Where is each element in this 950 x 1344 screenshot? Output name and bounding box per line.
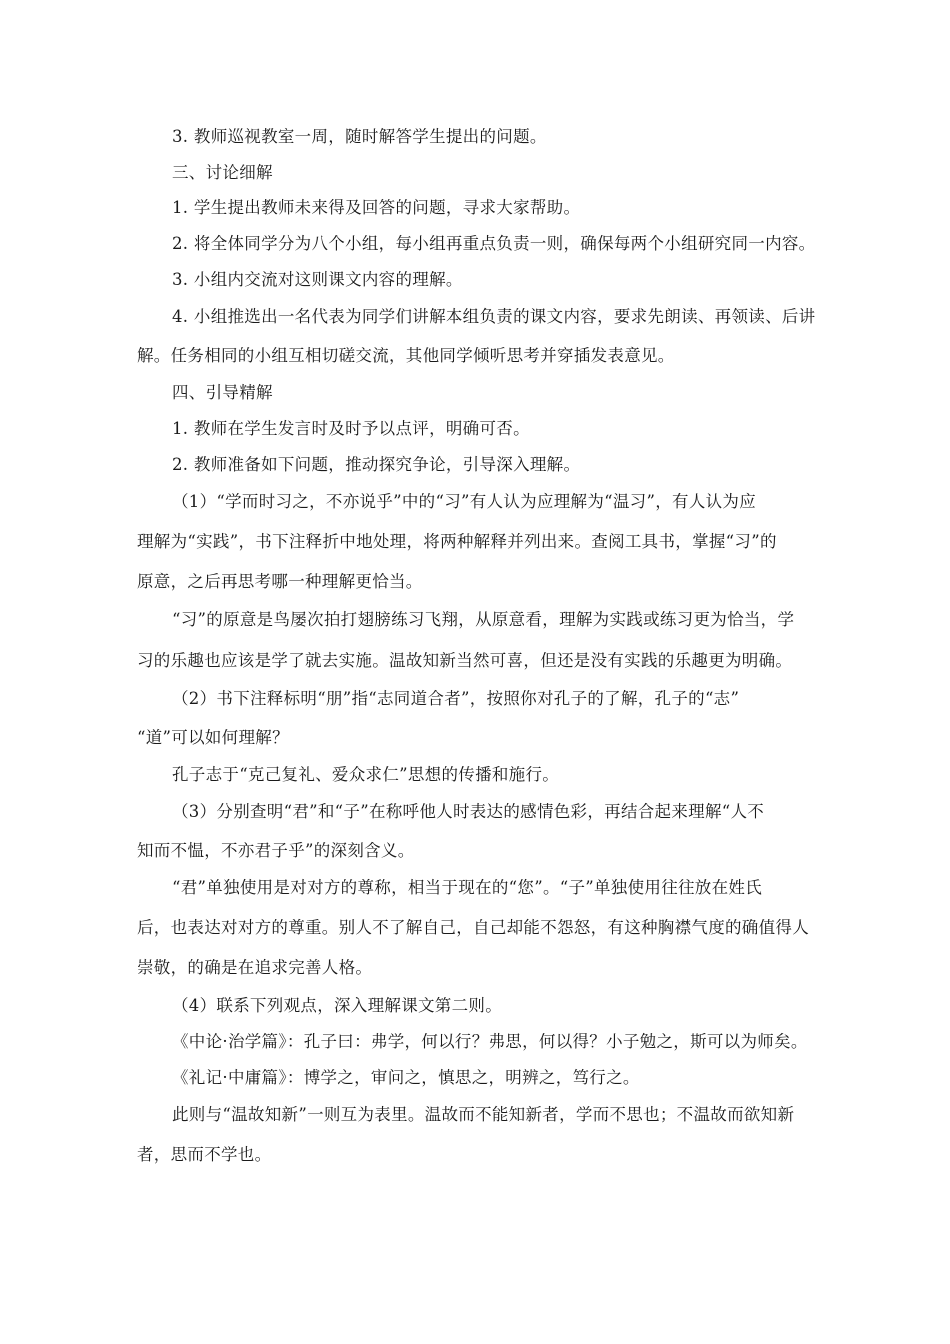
text-line-18: 孔子志于“克己复礼、爱众求仁”思想的传播和施行。 <box>172 765 560 784</box>
section-heading-guidance: 四、引导精解 <box>172 383 273 402</box>
text-line-19: （3）分别查明“君”和“子”在称呼他人时表达的感情色彩，再结合起来理解“人不 <box>172 802 765 821</box>
text-line-14: “习”的原意是鸟屡次拍打翅膀练习飞翔，从原意看，理解为实践或练习更为恰当，学 <box>172 610 795 629</box>
text-line-17: “道”可以如何理解？ <box>137 728 289 747</box>
text-line-1: 3. 教师巡视教室一周，随时解答学生提出的问题。 <box>172 127 547 146</box>
text-line-24: （4）联系下列观点，深入理解课文第二则。 <box>172 996 502 1015</box>
text-line-15: 习的乐趣也应该是学了就去实施。温故知新当然可喜，但还是没有实践的乐趣更为明确。 <box>137 651 793 670</box>
text-line-27: 此则与“温故知新”一则互为表里。温故而不能知新者，学而不思也；不温故而欲知新 <box>172 1105 795 1124</box>
text-line-4: 2. 将全体同学分为八个小组，每小组再重点负责一则，确保每两个小组研究同一内容。 <box>172 234 816 253</box>
text-line-22: 后，也表达对对方的尊重。别人不了解自己，自己却能不怨怒，有这种胸襟气度的确值得人 <box>137 918 809 937</box>
text-line-13: 原意，之后再思考哪一种理解更恰当。 <box>137 572 423 591</box>
text-line-3: 1. 学生提出教师未来得及回答的问题，寻求大家帮助。 <box>172 198 581 217</box>
text-line-12: 理解为“实践”，书下注释折中地处理，将两种解释并列出来。查阅工具书，掌握“习”的 <box>137 532 777 551</box>
text-line-10: 2. 教师准备如下问题，推动探究争论，引导深入理解。 <box>172 455 581 474</box>
text-line-16: （2）书下注释标明“朋”指“志同道合者”，按照你对孔子的了解，孔子的“志” <box>172 689 740 708</box>
text-line-21: “君”单独使用是对对方的尊称，相当于现在的“您”。“子”单独使用往往放在姓氏 <box>172 878 763 897</box>
text-line-5: 3. 小组内交流对这则课文内容的理解。 <box>172 270 463 289</box>
text-line-6: 4. 小组推选出一名代表为同学们讲解本组负责的课文内容，要求先朗读、再领读、后讲 <box>172 307 816 326</box>
text-line-11: （1）“学而时习之，不亦说乎”中的“习”有人认为应理解为“温习”，有人认为应 <box>172 492 757 511</box>
section-heading-discussion: 三、讨论细解 <box>172 163 273 182</box>
quote-liji: 《礼记·中庸篇》：博学之，审问之，慎思之，明辨之，笃行之。 <box>172 1068 640 1087</box>
quote-zhonglun: 《中论·治学篇》：孔子曰：弗学，何以行？弗思，何以得？小子勉之，斯可以为师矣。 <box>172 1032 808 1051</box>
text-line-23: 崇敬，的确是在追求完善人格。 <box>137 958 373 977</box>
text-line-28: 者，思而不学也。 <box>137 1145 272 1164</box>
text-line-9: 1. 教师在学生发言时及时予以点评，明确可否。 <box>172 419 530 438</box>
text-line-7: 解。任务相同的小组互相切磋交流，其他同学倾听思考并穿插发表意见。 <box>137 346 675 365</box>
text-line-20: 知而不愠，不亦君子乎”的深刻含义。 <box>137 841 415 860</box>
